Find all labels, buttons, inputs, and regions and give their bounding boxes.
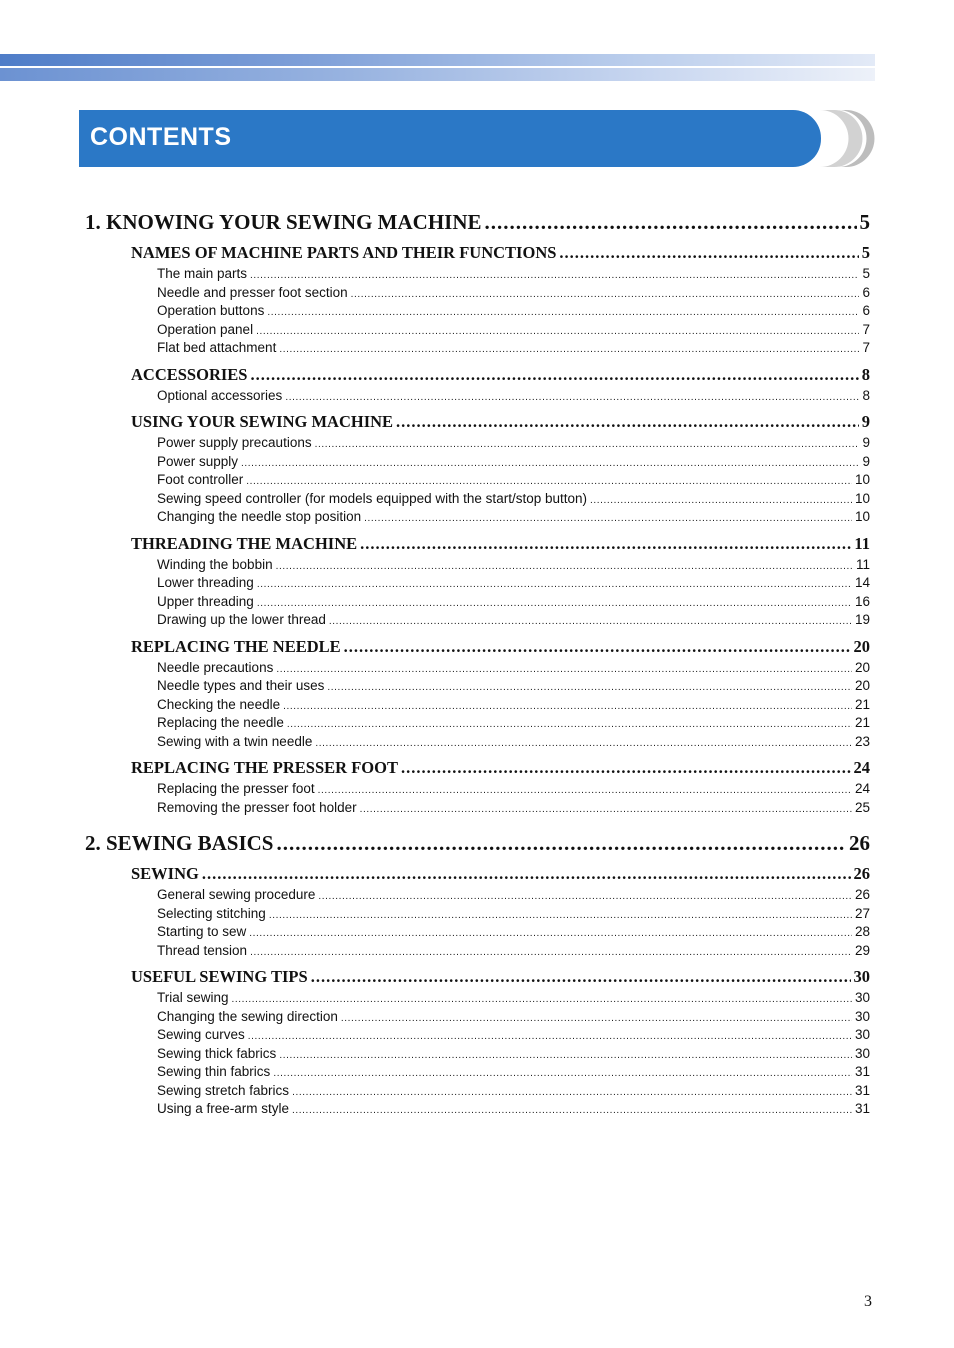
toc-entry-title: Foot controller bbox=[157, 472, 244, 487]
header-stripe-top bbox=[0, 54, 875, 66]
dot-leader bbox=[292, 1084, 852, 1103]
dot-leader bbox=[248, 1028, 852, 1047]
toc-entry[interactable] bbox=[85, 780, 870, 799]
toc-entry-page: 28 bbox=[854, 924, 870, 939]
toc-entry[interactable] bbox=[85, 1026, 870, 1045]
toc-entry-page: 31 bbox=[854, 1082, 870, 1098]
toc-entry-title: Sewing thin fabrics bbox=[157, 1064, 271, 1079]
toc-entry-title: Sewing speed controller (for models equipped with the start/stop button) bbox=[157, 490, 587, 506]
dot-leader bbox=[311, 964, 851, 989]
dot-leader bbox=[351, 286, 860, 305]
toc-section[interactable] bbox=[85, 409, 870, 434]
toc-entry-title: Thread tension bbox=[157, 942, 248, 958]
toc-chapter-title: 2. SEWING BASICS bbox=[85, 831, 274, 855]
page-number: 3 bbox=[864, 1293, 872, 1310]
toc-entry-page: 31 bbox=[854, 1101, 870, 1116]
toc-entry-page: 10 bbox=[854, 472, 870, 487]
dot-leader bbox=[285, 389, 859, 408]
toc-entry[interactable] bbox=[85, 1008, 870, 1027]
toc-entry-page: 21 bbox=[854, 696, 870, 712]
toc-section-title: SEWING bbox=[131, 864, 199, 883]
toc-entry-page: 11 bbox=[855, 556, 870, 572]
dot-leader bbox=[279, 1047, 852, 1066]
dot-leader bbox=[559, 240, 858, 265]
toc-entry[interactable] bbox=[85, 799, 870, 818]
toc-section[interactable] bbox=[85, 362, 870, 387]
dot-leader bbox=[256, 323, 859, 342]
toc-section-title: REPLACING THE NEEDLE bbox=[131, 636, 341, 656]
toc-entry-page: 6 bbox=[862, 284, 870, 300]
toc-entry[interactable] bbox=[85, 321, 870, 340]
toc-entry-title: Needle precautions bbox=[157, 659, 274, 675]
dot-leader bbox=[315, 735, 852, 754]
toc-entry[interactable] bbox=[85, 302, 870, 321]
toc-entry-page: 7 bbox=[862, 340, 870, 355]
toc-entry-title: General sewing procedure bbox=[157, 887, 316, 902]
dot-leader bbox=[267, 304, 859, 323]
toc-section-title: USEFUL SEWING TIPS bbox=[131, 967, 308, 986]
dot-leader bbox=[344, 634, 851, 659]
toc-entry-title: Replacing the needle bbox=[157, 715, 284, 730]
toc-entry-page: 10 bbox=[854, 490, 870, 506]
toc-entry[interactable] bbox=[85, 1082, 870, 1101]
toc-entry[interactable] bbox=[85, 696, 870, 715]
contents-banner bbox=[79, 110, 821, 167]
toc-entry-page: 5 bbox=[862, 266, 870, 281]
toc-entry[interactable] bbox=[85, 659, 870, 678]
toc-section[interactable] bbox=[85, 531, 870, 556]
dot-leader bbox=[269, 907, 852, 926]
dot-leader bbox=[287, 716, 852, 735]
toc-entry-title: Lower threading bbox=[157, 575, 254, 590]
toc-section-page: 5 bbox=[861, 243, 870, 262]
toc-entry-title: Winding the bobbin bbox=[157, 556, 273, 572]
dot-leader bbox=[401, 755, 851, 780]
toc-section-page: 24 bbox=[853, 758, 870, 777]
toc-entry-page: 20 bbox=[854, 659, 870, 675]
table-of-contents bbox=[85, 208, 870, 1119]
dot-leader bbox=[241, 455, 859, 474]
page-title: CONTENTS bbox=[90, 123, 232, 151]
toc-entry[interactable] bbox=[85, 434, 870, 453]
dot-leader bbox=[360, 801, 852, 820]
dot-leader bbox=[276, 661, 852, 680]
toc-entry-page: 23 bbox=[854, 733, 870, 749]
dot-leader bbox=[327, 679, 852, 698]
toc-entry-title: Upper threading bbox=[157, 593, 254, 609]
dot-leader bbox=[341, 1010, 852, 1029]
toc-entry-page: 25 bbox=[854, 799, 870, 815]
double-chevron-decoration-icon bbox=[812, 110, 876, 167]
toc-entry-title: Changing the sewing direction bbox=[157, 1008, 338, 1024]
dot-leader bbox=[276, 558, 853, 577]
toc-section-page: 26 bbox=[853, 864, 870, 883]
toc-chapter-page: 5 bbox=[859, 210, 870, 234]
toc-entry[interactable] bbox=[85, 989, 870, 1008]
toc-entry-page: 16 bbox=[854, 593, 870, 609]
toc-section-page: 11 bbox=[854, 533, 870, 553]
toc-entry[interactable] bbox=[85, 556, 870, 575]
dot-leader bbox=[250, 944, 852, 963]
dot-leader bbox=[315, 436, 860, 455]
toc-entry[interactable] bbox=[85, 923, 870, 942]
toc-section-page: 30 bbox=[853, 967, 870, 986]
toc-entry[interactable] bbox=[85, 453, 870, 472]
toc-entry-title: Power supply bbox=[157, 453, 239, 469]
toc-entry-page: 7 bbox=[862, 321, 870, 337]
toc-entry-title: Removing the presser foot holder bbox=[157, 799, 357, 815]
toc-entry-page: 29 bbox=[854, 942, 870, 958]
toc-entry-page: 10 bbox=[854, 509, 870, 524]
dot-leader bbox=[329, 613, 852, 632]
toc-entry-title: Sewing with a twin needle bbox=[157, 733, 313, 749]
toc-entry-title: Selecting stitching bbox=[157, 905, 266, 921]
toc-entry[interactable] bbox=[85, 387, 870, 406]
toc-entry-page: 27 bbox=[854, 905, 870, 921]
toc-section-title: ACCESSORIES bbox=[131, 364, 248, 384]
toc-section-page: 8 bbox=[861, 364, 870, 384]
toc-entry-title: Sewing thick fabrics bbox=[157, 1045, 277, 1061]
toc-entry-page: 6 bbox=[862, 303, 870, 318]
dot-leader bbox=[257, 576, 852, 595]
toc-section[interactable] bbox=[85, 634, 870, 659]
toc-entry-page: 30 bbox=[854, 1045, 870, 1061]
toc-entry-title: Sewing curves bbox=[157, 1027, 245, 1042]
toc-section-title: THREADING THE MACHINE bbox=[131, 533, 358, 553]
toc-entry-page: 30 bbox=[854, 1008, 870, 1024]
toc-entry-title: Operation buttons bbox=[157, 303, 265, 318]
toc-entry-page: 14 bbox=[854, 575, 870, 590]
toc-entry-page: 9 bbox=[862, 453, 870, 469]
toc-entry-title: Needle types and their uses bbox=[157, 678, 325, 693]
toc-entry[interactable] bbox=[85, 886, 870, 905]
dot-leader bbox=[318, 888, 852, 907]
toc-entry-page: 26 bbox=[854, 887, 870, 902]
toc-entry-page: 30 bbox=[854, 1027, 870, 1042]
dot-leader bbox=[396, 409, 859, 434]
toc-entry-page: 19 bbox=[854, 612, 870, 627]
toc-entry-page: 20 bbox=[854, 678, 870, 693]
toc-chapter-page: 26 bbox=[849, 831, 870, 855]
toc-entry[interactable] bbox=[85, 1045, 870, 1064]
toc-entry-title: Changing the needle stop position bbox=[157, 509, 362, 524]
toc-entry-title: Sewing stretch fabrics bbox=[157, 1082, 290, 1098]
toc-entry-page: 24 bbox=[854, 781, 870, 796]
toc-entry[interactable] bbox=[85, 265, 870, 284]
toc-entry[interactable] bbox=[85, 490, 870, 509]
toc-section-title: NAMES OF MACHINE PARTS AND THEIR FUNCTIONS bbox=[131, 243, 557, 262]
toc-entry-page: 21 bbox=[854, 715, 870, 730]
toc-entry-page: 9 bbox=[862, 435, 870, 450]
toc-entry-title: Replacing the presser foot bbox=[157, 781, 315, 796]
toc-entry-title: Optional accessories bbox=[157, 387, 283, 403]
dot-leader bbox=[257, 595, 852, 614]
toc-entry[interactable] bbox=[85, 284, 870, 303]
toc-entry-page: 30 bbox=[854, 990, 870, 1005]
toc-section-page: 9 bbox=[861, 412, 870, 431]
toc-entry[interactable] bbox=[85, 1063, 870, 1082]
dot-leader bbox=[279, 341, 859, 360]
header-stripe-bottom bbox=[0, 68, 875, 81]
toc-chapter[interactable] bbox=[85, 829, 870, 857]
dot-leader bbox=[276, 829, 846, 857]
dot-leader bbox=[364, 510, 852, 529]
dot-leader bbox=[283, 698, 852, 717]
toc-section-title: REPLACING THE PRESSER FOOT bbox=[131, 758, 398, 777]
toc-chapter[interactable] bbox=[85, 208, 870, 236]
dot-leader bbox=[249, 925, 852, 944]
toc-entry[interactable] bbox=[85, 905, 870, 924]
toc-section-title: USING YOUR SEWING MACHINE bbox=[131, 412, 394, 431]
toc-entry[interactable] bbox=[85, 611, 870, 630]
toc-entry[interactable] bbox=[85, 508, 870, 527]
dot-leader bbox=[292, 1102, 852, 1121]
toc-entry[interactable] bbox=[85, 471, 870, 490]
toc-section[interactable] bbox=[85, 240, 870, 265]
toc-section[interactable] bbox=[85, 964, 870, 989]
toc-entry[interactable] bbox=[85, 593, 870, 612]
toc-section[interactable] bbox=[85, 755, 870, 780]
toc-entry-title: Using a free-arm style bbox=[157, 1101, 290, 1116]
toc-entry-title: Checking the needle bbox=[157, 696, 281, 712]
toc-chapter-title: 1. KNOWING YOUR SEWING MACHINE bbox=[85, 210, 482, 234]
toc-entry[interactable] bbox=[85, 574, 870, 593]
toc-entry-title: Operation panel bbox=[157, 321, 254, 337]
toc-entry-title: Drawing up the lower thread bbox=[157, 612, 326, 627]
toc-entry-title: Power supply precautions bbox=[157, 435, 312, 450]
toc-entry[interactable] bbox=[85, 733, 870, 752]
dot-leader bbox=[590, 492, 852, 511]
dot-leader bbox=[250, 362, 858, 387]
toc-entry[interactable] bbox=[85, 714, 870, 733]
toc-entry[interactable] bbox=[85, 942, 870, 961]
toc-entry-title: Trial sewing bbox=[157, 990, 229, 1005]
dot-leader bbox=[360, 531, 851, 556]
dot-leader bbox=[273, 1065, 852, 1084]
toc-entry-page: 31 bbox=[854, 1064, 870, 1079]
toc-entry-title: Flat bed attachment bbox=[157, 340, 277, 355]
dot-leader bbox=[485, 208, 857, 236]
toc-section-page: 20 bbox=[853, 636, 870, 656]
toc-entry-title: Starting to sew bbox=[157, 924, 247, 939]
toc-entry[interactable] bbox=[85, 677, 870, 696]
toc-entry-page: 8 bbox=[862, 387, 870, 403]
toc-entry-title: Needle and presser foot section bbox=[157, 284, 348, 300]
toc-entry[interactable] bbox=[85, 339, 870, 358]
dot-leader bbox=[318, 782, 852, 801]
toc-entry[interactable] bbox=[85, 1100, 870, 1119]
toc-section[interactable] bbox=[85, 861, 870, 886]
dot-leader bbox=[202, 861, 851, 886]
toc-entry-title: The main parts bbox=[157, 266, 248, 281]
